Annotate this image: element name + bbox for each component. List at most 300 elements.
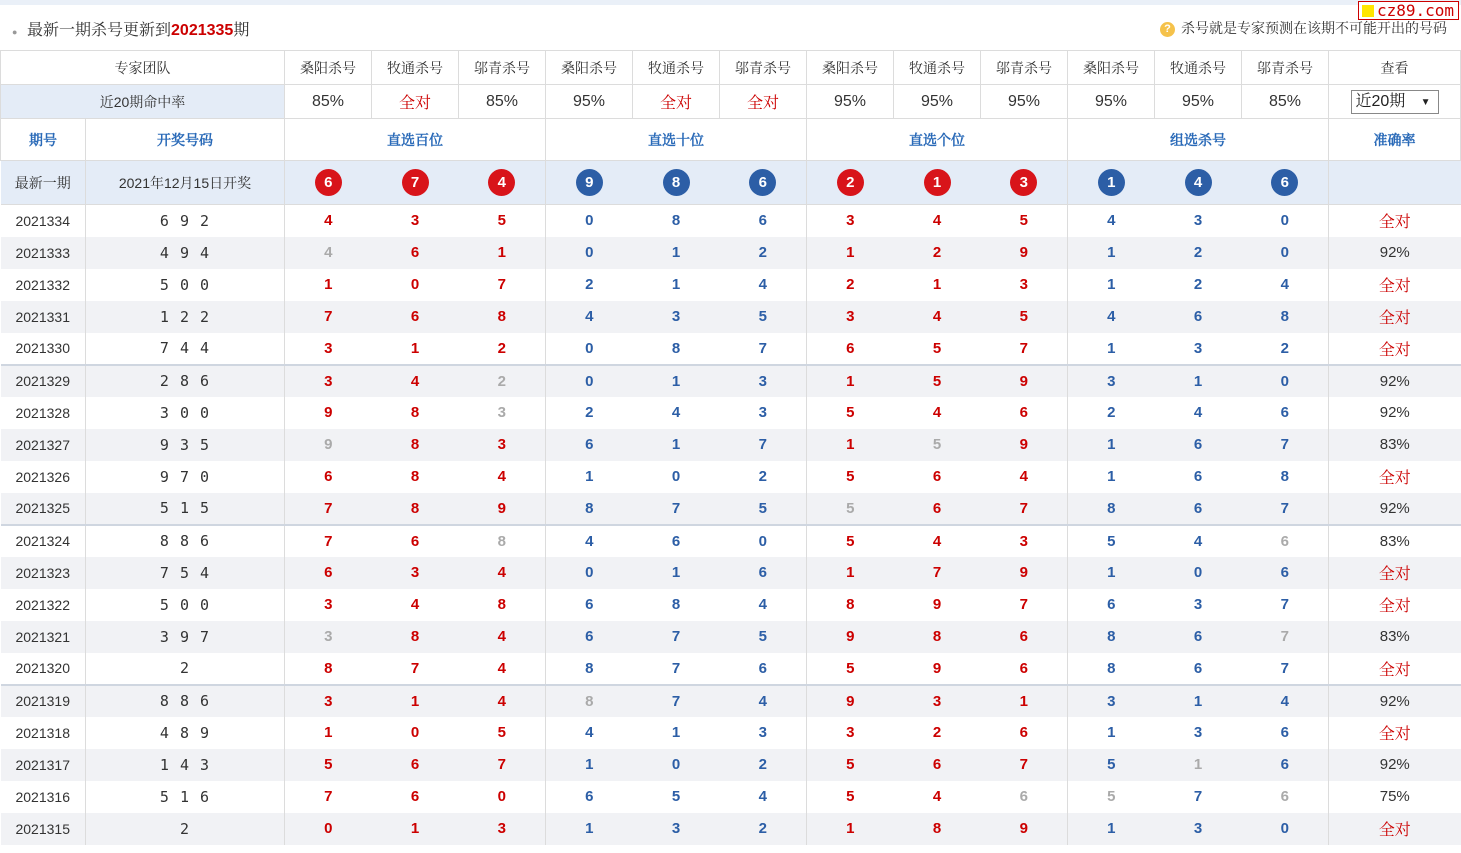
kill-number: 7 [324, 788, 333, 805]
question-circle-icon: ? [1160, 22, 1175, 37]
kill-number-cell [459, 269, 546, 301]
hit-rate-cell: 85% [459, 85, 546, 119]
latest-ball-cell [546, 161, 633, 205]
kill-number: 1 [1107, 724, 1116, 741]
kill-number-cell [981, 493, 1068, 525]
kill-number-cell [807, 205, 894, 237]
group-header-tens: 直选十位 [546, 119, 807, 161]
kill-number: 1 [671, 244, 681, 261]
bullet-icon: ● [12, 27, 18, 37]
kill-number: 5 [846, 468, 855, 485]
kill-number: 0 [1280, 212, 1289, 230]
latest-ball-cell [1242, 161, 1329, 205]
kill-number: 2 [846, 276, 855, 293]
expert-name: 牧通杀号 [633, 51, 720, 85]
kill-number: 3 [1107, 692, 1116, 710]
kill-number: 2 [758, 820, 767, 837]
kill-number: 6 [1280, 724, 1289, 741]
kill-number: 8 [1107, 659, 1116, 677]
table-row [1, 589, 1461, 621]
kill-number: 4 [324, 212, 333, 230]
kill-number: 6 [1280, 532, 1289, 550]
kill-number-cell [807, 397, 894, 429]
kill-number-cell [1155, 205, 1242, 237]
kill-number: 6 [410, 788, 420, 805]
kill-number-cell [1155, 301, 1242, 333]
kill-number-cell [720, 749, 807, 781]
kill-number-cell [633, 621, 720, 653]
kill-number: 1 [1019, 692, 1028, 710]
kill-number: 6 [585, 596, 594, 613]
kill-number: 6 [410, 756, 420, 773]
expert-name: 牧通杀号 [894, 51, 981, 85]
kill-number: 0 [671, 468, 681, 485]
accuracy-value: 全对 [1378, 278, 1411, 295]
column-header-row [1, 119, 1461, 161]
kill-number-cell [720, 269, 807, 301]
kill-number-cell [1242, 333, 1329, 365]
kill-number-cell [720, 365, 807, 397]
kill-number: 3 [758, 404, 767, 421]
kill-number-cell [459, 589, 546, 621]
kill-number: 3 [758, 724, 767, 741]
kill-number-cell [1242, 685, 1329, 717]
kill-number: 1 [585, 468, 594, 485]
kill-number-cell [459, 525, 546, 557]
hit-rate-cell: 85% [1242, 85, 1329, 119]
kill-number-cell [372, 301, 459, 333]
kill-number: 3 [1193, 339, 1203, 357]
kill-number-cell [1068, 269, 1155, 301]
draw-ball: 7 [402, 169, 429, 196]
accuracy-value: 83% [1379, 628, 1410, 645]
table-row [1, 749, 1461, 781]
kill-number-cell [459, 685, 546, 717]
kill-number: 1 [1107, 436, 1116, 453]
kill-number: 4 [497, 659, 506, 677]
draw-number-cell: 9 7 0 [86, 461, 285, 493]
kill-number-cell [807, 813, 894, 845]
expert-name: 桑阳杀号 [285, 51, 372, 85]
kill-number: 4 [324, 244, 333, 261]
kill-number: 9 [846, 628, 855, 645]
expert-name: 牧通杀号 [1155, 51, 1242, 85]
kill-number-cell [546, 333, 633, 365]
draw-number-cell: 5 0 0 [86, 589, 285, 621]
kill-number: 2 [585, 404, 594, 421]
update-title [27, 17, 249, 40]
accuracy-cell [1329, 301, 1461, 333]
kill-number: 2 [1193, 276, 1203, 293]
kill-number-cell [1155, 237, 1242, 269]
latest-ball-cell [894, 161, 981, 205]
kill-number: 2 [1280, 339, 1289, 357]
draw-number-cell: 6 9 2 [86, 205, 285, 237]
kill-number-cell [894, 653, 981, 685]
accuracy-value: 83% [1379, 532, 1410, 550]
accuracy-value: 全对 [1378, 470, 1411, 487]
accuracy-cell [1329, 493, 1461, 525]
kill-number-cell [807, 525, 894, 557]
kill-number-cell [459, 717, 546, 749]
kill-number-cell [1242, 269, 1329, 301]
table-row [1, 621, 1461, 653]
kill-number-cell [720, 621, 807, 653]
kill-number-cell [720, 493, 807, 525]
hit-rate-label: 近20期命中率 [1, 85, 285, 119]
update-suffix: 期 [233, 22, 250, 39]
accuracy-value: 全对 [1378, 598, 1411, 615]
kill-number-cell [807, 749, 894, 781]
kill-number: 1 [1107, 468, 1116, 485]
kill-number: 0 [324, 820, 333, 837]
draw-number-cell: 3 9 7 [86, 621, 285, 653]
kill-number-cell [1068, 621, 1155, 653]
kill-number-cell [1068, 813, 1155, 845]
kill-number: 5 [671, 788, 681, 805]
draw-number-cell: 1 4 3 [86, 749, 285, 781]
period-cell: 2021329 [1, 365, 86, 397]
table-row [1, 557, 1461, 589]
kill-number: 5 [846, 788, 855, 805]
kill-number-cell [1242, 365, 1329, 397]
kill-number: 4 [671, 404, 681, 421]
kill-number-cell [285, 333, 372, 365]
kill-number: 6 [932, 499, 942, 517]
kill-number-cell [633, 813, 720, 845]
draw-number-cell: 7 5 4 [86, 557, 285, 589]
hit-rate-cell: 95% [981, 85, 1068, 119]
expert-team-label: 专家团队 [1, 51, 285, 85]
kill-number-cell [633, 717, 720, 749]
kill-number-cell [1068, 685, 1155, 717]
draw-ball: 8 [663, 169, 690, 196]
kill-number-cell [1068, 589, 1155, 621]
kill-number-cell [981, 781, 1068, 813]
kill-number: 4 [585, 724, 594, 741]
kill-number: 3 [932, 692, 942, 710]
kill-number: 7 [1280, 628, 1289, 645]
kill-number-cell [807, 557, 894, 589]
kill-number-cell [1068, 365, 1155, 397]
kill-number: 7 [671, 628, 681, 645]
kill-number: 0 [585, 564, 594, 581]
kill-number: 1 [932, 276, 942, 293]
kill-number: 1 [324, 724, 333, 741]
kill-number-cell [981, 397, 1068, 429]
kill-number-cell [372, 557, 459, 589]
kill-number: 6 [410, 308, 420, 325]
kill-number-cell [372, 493, 459, 525]
kill-number: 1 [846, 244, 855, 261]
kill-number-cell [285, 493, 372, 525]
kill-number-cell [720, 205, 807, 237]
kill-number-cell [807, 301, 894, 333]
latest-ball-cell [981, 161, 1068, 205]
latest-date: 2021年12月15日开奖 [86, 161, 285, 205]
period-cell: 2021322 [1, 589, 86, 621]
kill-number-cell [285, 717, 372, 749]
period-cell: 2021320 [1, 653, 86, 685]
kill-number: 3 [1193, 596, 1203, 613]
kill-number: 4 [932, 308, 942, 325]
kill-number: 5 [1019, 212, 1028, 230]
kill-number: 6 [758, 212, 767, 230]
table-row [1, 813, 1461, 845]
accuracy-value: 92% [1379, 244, 1410, 261]
kill-number-cell [285, 365, 372, 397]
kill-number-cell [372, 429, 459, 461]
kill-number-cell [894, 781, 981, 813]
kill-number-cell [546, 461, 633, 493]
kill-number: 1 [410, 692, 420, 710]
kill-number: 4 [1019, 468, 1028, 485]
kill-number-cell [633, 653, 720, 685]
kill-number-cell [1242, 781, 1329, 813]
kill-number: 6 [1019, 724, 1028, 741]
kill-number: 9 [1019, 244, 1028, 261]
kill-number: 6 [324, 564, 333, 581]
group-header-hundreds: 直选百位 [285, 119, 546, 161]
kill-number: 0 [758, 532, 767, 550]
draw-ball: 3 [1010, 169, 1037, 196]
kill-number: 0 [671, 756, 681, 773]
accuracy-value: 83% [1379, 436, 1410, 453]
kill-number: 8 [1280, 308, 1289, 325]
kill-number-cell [1068, 717, 1155, 749]
kill-number: 4 [1280, 276, 1289, 293]
kill-number: 5 [846, 532, 855, 550]
expert-name: 邬青杀号 [1242, 51, 1329, 85]
kill-number: 5 [932, 372, 942, 390]
kill-number: 2 [932, 724, 942, 741]
latest-ball-cell [807, 161, 894, 205]
kill-number: 6 [1193, 659, 1203, 677]
kill-number: 5 [324, 756, 333, 773]
kill-number-cell [285, 237, 372, 269]
kill-number-cell [459, 653, 546, 685]
kill-number: 0 [1280, 372, 1289, 390]
kill-number-cell [285, 557, 372, 589]
kill-number-cell [1068, 461, 1155, 493]
kill-number-cell [372, 717, 459, 749]
kill-number-cell [372, 685, 459, 717]
kill-number-cell [1242, 205, 1329, 237]
kill-number: 4 [1280, 692, 1289, 710]
accuracy-value: 全对 [1378, 310, 1411, 327]
draw-number-cell: 5 0 0 [86, 269, 285, 301]
kill-number: 3 [1193, 212, 1203, 230]
kill-number-cell [1155, 525, 1242, 557]
kill-number-cell [981, 685, 1068, 717]
kill-number-cell [720, 685, 807, 717]
kill-number-cell [633, 429, 720, 461]
kill-number-cell [1155, 813, 1242, 845]
kill-number: 1 [671, 724, 681, 741]
period-cell: 2021325 [1, 493, 86, 525]
kill-number: 5 [932, 339, 942, 357]
period-cell: 2021318 [1, 717, 86, 749]
kill-number-cell [1242, 589, 1329, 621]
kill-number: 1 [585, 756, 594, 773]
kill-number-cell [1155, 653, 1242, 685]
accuracy-cell [1329, 589, 1461, 621]
kill-number-cell [894, 813, 981, 845]
kill-number: 4 [497, 628, 506, 645]
kill-number-cell [894, 205, 981, 237]
kill-number-cell [1155, 557, 1242, 589]
accuracy-value: 92% [1379, 404, 1410, 421]
kill-number: 3 [410, 212, 420, 230]
draw-number-cell: 2 [86, 813, 285, 845]
kill-number-cell [1068, 205, 1155, 237]
draw-number-cell: 2 [86, 653, 285, 685]
kill-number-cell [720, 813, 807, 845]
period-cell: 2021326 [1, 461, 86, 493]
kill-number: 3 [758, 372, 767, 390]
kill-number-cell [372, 525, 459, 557]
kill-number-cell [720, 781, 807, 813]
accuracy-value: 92% [1379, 756, 1410, 773]
kill-number: 4 [497, 468, 506, 485]
kill-number: 8 [671, 339, 681, 357]
kill-number: 7 [324, 308, 333, 325]
accuracy-value: 92% [1379, 692, 1410, 710]
kill-number: 0 [410, 276, 420, 293]
period-select[interactable] [1351, 90, 1439, 114]
kill-number-cell [1068, 429, 1155, 461]
period-cell: 2021332 [1, 269, 86, 301]
kill-number: 3 [324, 372, 333, 390]
kill-number: 3 [671, 308, 681, 325]
kill-number-cell [459, 781, 546, 813]
kill-number: 4 [1107, 212, 1116, 230]
kill-number-cell [1242, 717, 1329, 749]
kill-number-cell [459, 621, 546, 653]
kill-number-cell [1242, 557, 1329, 589]
accuracy-cell [1329, 269, 1461, 301]
kill-number: 8 [932, 820, 942, 837]
kill-number-cell [894, 493, 981, 525]
kill-number-cell [633, 557, 720, 589]
kill-number-cell [633, 461, 720, 493]
kill-number-cell [807, 493, 894, 525]
kill-number-cell [894, 621, 981, 653]
hit-rate-cell: 全对 [720, 85, 807, 119]
kill-number-cell [720, 237, 807, 269]
kill-number: 8 [410, 404, 420, 421]
kill-number-cell [1155, 365, 1242, 397]
kill-number: 7 [1019, 756, 1028, 773]
kill-number: 8 [324, 659, 333, 677]
kill-number: 6 [758, 659, 767, 677]
kill-number: 3 [1019, 276, 1028, 293]
kill-number-cell [285, 781, 372, 813]
kill-number: 6 [1019, 788, 1028, 805]
table-row [1, 493, 1461, 525]
kill-number-cell [459, 237, 546, 269]
kill-number-cell [633, 589, 720, 621]
kill-number: 7 [671, 499, 681, 517]
hit-rate-cell: 全对 [372, 85, 459, 119]
accuracy-cell [1329, 461, 1461, 493]
period-cell: 2021327 [1, 429, 86, 461]
kill-number: 8 [497, 308, 506, 325]
kill-number: 4 [497, 564, 506, 581]
kill-number-cell [459, 557, 546, 589]
draw-ball: 9 [576, 169, 603, 196]
kill-number-cell [459, 205, 546, 237]
kill-number: 1 [324, 276, 333, 293]
accuracy-cell [1329, 685, 1461, 717]
kill-number-cell [372, 781, 459, 813]
accuracy-cell [1329, 365, 1461, 397]
kill-number-cell [1242, 493, 1329, 525]
kill-number: 6 [1280, 788, 1289, 805]
kill-number-cell [633, 781, 720, 813]
kill-number-cell [720, 525, 807, 557]
accuracy-value: 全对 [1378, 341, 1411, 359]
kill-number: 0 [585, 339, 594, 357]
kill-number-cell [633, 749, 720, 781]
kill-number: 7 [324, 532, 333, 550]
kill-number-cell [894, 269, 981, 301]
expert-name: 桑阳杀号 [546, 51, 633, 85]
kill-number-cell [372, 333, 459, 365]
kill-number-cell [1068, 397, 1155, 429]
kill-number: 8 [497, 532, 506, 550]
kill-number: 7 [758, 436, 767, 453]
kill-number: 1 [410, 820, 420, 837]
accuracy-value: 全对 [1378, 726, 1411, 743]
kill-number-cell [1068, 557, 1155, 589]
kill-number-cell [546, 557, 633, 589]
period-cell: 2021315 [1, 813, 86, 845]
kill-number: 1 [671, 564, 681, 581]
draw-number-cell: 4 9 4 [86, 237, 285, 269]
kill-number-cell [807, 685, 894, 717]
accuracy-value: 92% [1379, 372, 1410, 390]
kill-number: 7 [497, 756, 506, 773]
kill-number: 0 [1280, 244, 1289, 261]
kill-number: 5 [846, 404, 855, 421]
kill-number-cell [720, 397, 807, 429]
group-header-combo: 组选杀号 [1068, 119, 1329, 161]
kill-number: 6 [1193, 499, 1203, 517]
kill-number: 5 [497, 724, 506, 741]
kill-number: 5 [846, 659, 855, 677]
kill-number: 2 [932, 244, 942, 261]
kill-number: 8 [932, 628, 942, 645]
kill-number-cell [720, 333, 807, 365]
table-row [1, 397, 1461, 429]
draw-number-cell: 1 2 2 [86, 301, 285, 333]
kill-number: 1 [1107, 244, 1116, 261]
kill-number: 4 [758, 692, 767, 710]
accuracy-value: 92% [1379, 499, 1410, 517]
kill-number-cell [1068, 493, 1155, 525]
kill-number: 8 [410, 499, 420, 517]
accuracy-value: 全对 [1378, 214, 1411, 232]
kill-number-cell [807, 589, 894, 621]
kill-number: 7 [497, 276, 506, 293]
kill-number: 1 [1107, 564, 1116, 581]
kill-number: 5 [1107, 788, 1116, 805]
kill-number-cell [807, 653, 894, 685]
period-cell: 2021316 [1, 781, 86, 813]
kill-number-cell [459, 461, 546, 493]
kill-number-cell [807, 365, 894, 397]
